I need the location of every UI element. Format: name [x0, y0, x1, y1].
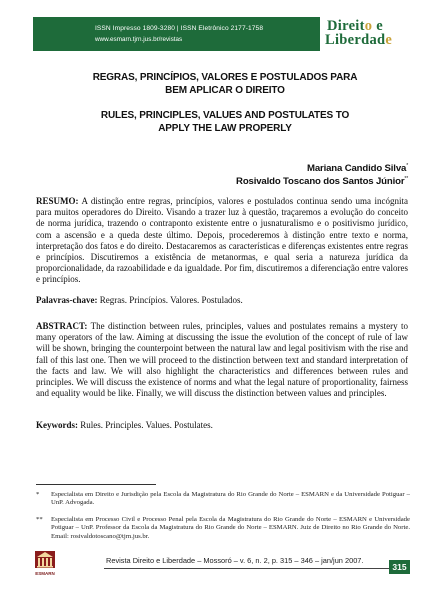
journal-url[interactable]: www.esmarn.tjrn.jus.br/revistas	[95, 36, 183, 43]
esmarn-logo: ESMARN	[32, 549, 58, 575]
resumo-text: A distinção entre regras, princípios, valores e postulados continua sendo uma incógnita para muitos operadores do Direito. Visando a trazer luz à questão, traçaremos a evolução do conceito de norma jurídica, trazendo o contraponto existente entre o jusnaturalismo e o positivismo jurídico, com a ascensão e a queda deste último. Depois, procederemos à distinção entre texto e norma, interpretação dos fatos e do direito. Destacaremos as características e diferenças existentes entre regras e princípios. Discutiremos a existência de metanormas, e qual seria a natureza jurídica da proporcionalidade, da razoabilidade e da igualdade. Por fim, discutiremos a diferenciação entre valores e princípios.	[36, 196, 408, 285]
palavras-chave	[36, 295, 408, 306]
author-2: Rosivaldo Toscano dos Santos Júnior**	[236, 176, 408, 188]
resumo-paragraph	[36, 196, 408, 286]
article-title-en: RULES, PRINCIPLES, VALUES AND POSTULATES TO APPLY THE LAW PROPERLY	[100, 110, 350, 134]
abstract-label: ABSTRACT:	[36, 321, 88, 331]
keywords-text: Rules. Principles. Values. Postulates.	[80, 420, 213, 430]
footnote-1: * Especialista em Direito e Jurisdição pela Escola da Magistratura do Rio Grande do Norte – ESMARN e da Universidade Potiguar – UnP. Advogada.	[36, 491, 410, 507]
footer-rule	[104, 568, 406, 569]
esmarn-emblem-icon	[32, 549, 58, 571]
running-footer: Revista Direito e Liberdade – Mossoró – v. 6, n. 2, p. 315 – 346 – jan/jun 2007.	[106, 556, 364, 565]
page-number: 315	[389, 560, 410, 574]
author-1: Mariana Candido Silva*	[306, 163, 408, 175]
article-title-pt: REGRAS, PRINCÍPIOS, VALORES E POSTULADOS PARA BEM APLICAR O DIREITO	[92, 72, 358, 96]
palavras-label: Palavras-chave:	[36, 295, 98, 305]
footnote-2: ** Especialista em Processo Civil e Processo Penal pela Escola da Magistratura do Rio Grande do Norte – ESMARN e Universidade Potiguar – UnP. Professor da Escola da Magistratura do Rio Grande do Norte – ESMARN. Juiz de Direito no Rio Grande do Norte. Email: rosivaldotoscano@tjrn.jus.br.	[36, 516, 410, 540]
keywords-label: Keywords:	[36, 420, 78, 430]
journal-logo: Direito e Liberdade	[320, 17, 443, 51]
keywords	[36, 420, 408, 431]
palavras-text: Regras. Princípios. Valores. Postulados.	[99, 295, 243, 305]
footnote-rule	[36, 484, 156, 485]
issn-text: ISSN Impresso 1809-3280 | ISSN Eletrônico 2177-1758	[95, 25, 264, 32]
abstract-text: The distinction between rules, principles, values and postulates remains a mystery to many operators of the law. Aiming at discussing the issue the evolution of the concept of rule of law will be shown, bringing the counterpoint between the natural law and legal positivism with the rise and fall of this last one. Then we will proceed to the distinction between text and standard interpretation of the facts and law. We will also highlight the characteristics and differences between rules and principles. We will discuss the existence of norms and what the legal nature of proportionality, fairness and equality would be like. Finally, we will discuss the distinction between values and principles.	[36, 321, 408, 399]
resumo-label: RESUMO:	[36, 196, 79, 206]
abstract-paragraph	[36, 321, 408, 399]
